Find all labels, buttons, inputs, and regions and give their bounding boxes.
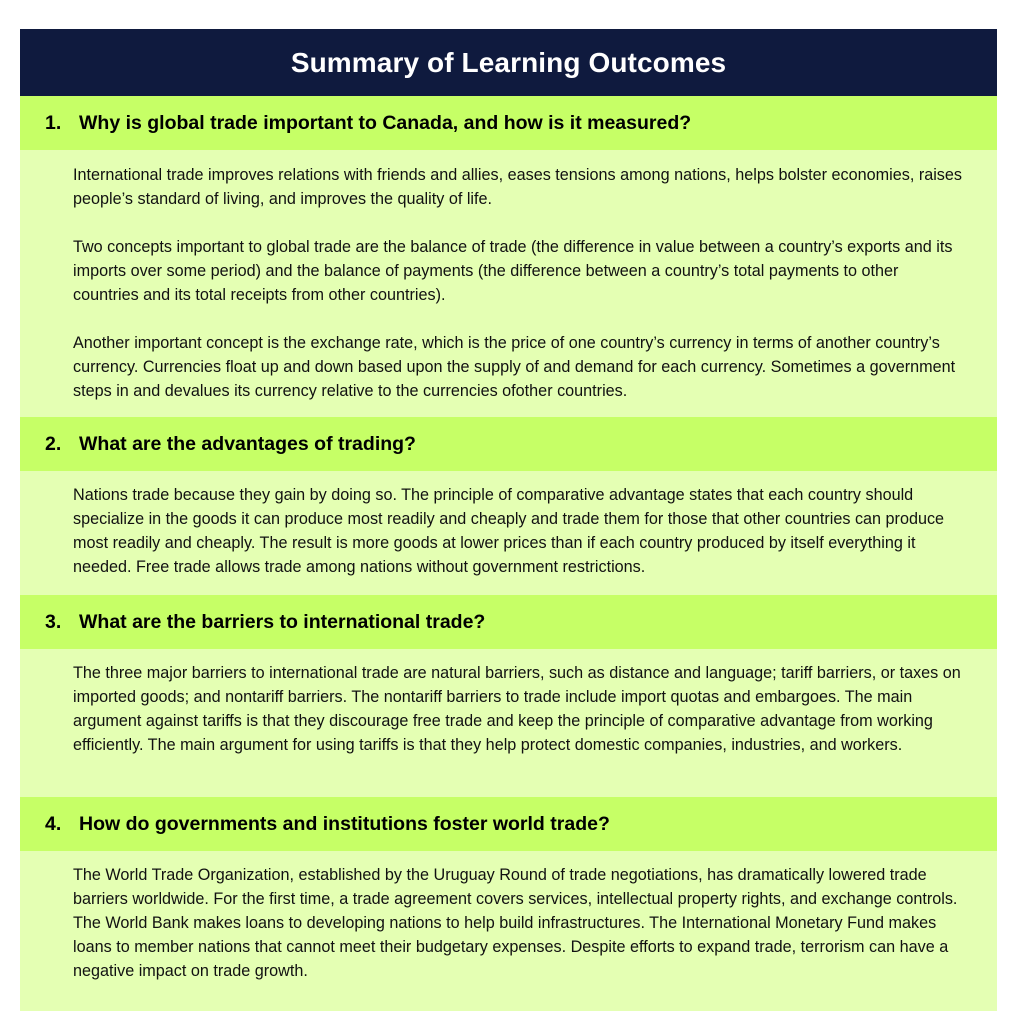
answer-paragraph: Nations trade because they gain by doing so. The principle of comparative advantage states that each country should specialize in the goods it can produce most readily and cheaply and trade them for those that other countries can produce most readily and cheaply. The result is more goods at lower prices than if each country produced by itself everything it needed. Free trade allows trade among nations without government restrictions. — [73, 486, 945, 576]
answer-paragraph: International trade improves relations with friends and allies, eases tensions among nations, helps bolster economies, raises people’s standard of living, and improves the quality of life. — [73, 166, 962, 208]
title-bar — [20, 29, 997, 96]
question-heading: Why is global trade important to Canada, and how is it measured? — [79, 111, 692, 134]
section-2 — [20, 417, 997, 603]
question-heading: How do governments and institutions foster world trade? — [79, 812, 610, 835]
answer-body — [20, 471, 997, 579]
answer-body — [20, 150, 997, 403]
answer-body — [20, 649, 997, 757]
question-number: 2. — [45, 432, 62, 455]
section-3 — [20, 595, 997, 781]
question-bar — [20, 797, 997, 851]
page-title: Summary of Learning Outcomes — [290, 46, 727, 78]
answer-paragraph: The World Trade Organization, established by the Uruguay Round of trade negotiations, has dramatically lowered trade barriers worldwide. For the first time, a trade agreement covers services, intellectual property rights, and exchange controls. The World Bank makes loans to developing nations to help build infrastructures. The International Monetary Fund makes loans to member nations that cannot meet their budgetary expenses. Despite efforts to expand trade, terrorism can have a negative impact on trade growth. — [73, 866, 958, 980]
question-bar — [20, 417, 997, 471]
section-4 — [20, 797, 997, 1007]
answer-body — [20, 851, 997, 983]
section-1 — [20, 96, 997, 427]
summary-card — [20, 29, 997, 1011]
answer-paragraph: Two concepts important to global trade are the balance of trade (the difference in value between a country’s exports and its imports over some period) and the balance of payments (the difference between a country’s total payments to other countries and its total receipts from other countries). — [73, 238, 953, 304]
answer-paragraph: Another important concept is the exchange rate, which is the price of one country’s currency in terms of another country’s currency. Currencies float up and down based upon the supply of and demand for each currency. Sometimes a government steps in and devalues its currency relative to the currencies ofother countries. — [73, 334, 956, 400]
answer-paragraph: The three major barriers to international trade are natural barriers, such as distance and language; tariff barriers, or taxes on imported goods; and nontariff barriers. The nontariff barriers to trade include import quotas and embargoes. The main argument against tariffs is that they discourage free trade and keep the principle of comparative advantage from working efficiently. The main argument for using tariffs is that they help protect domestic companies, industries, and workers. — [73, 664, 961, 754]
question-number: 3. — [45, 610, 62, 633]
question-number: 4. — [45, 812, 62, 835]
question-bar — [20, 96, 997, 150]
question-bar — [20, 595, 997, 649]
question-heading: What are the advantages of trading? — [79, 432, 416, 455]
question-heading: What are the barriers to international trade? — [79, 610, 486, 633]
question-number: 1. — [45, 111, 62, 134]
